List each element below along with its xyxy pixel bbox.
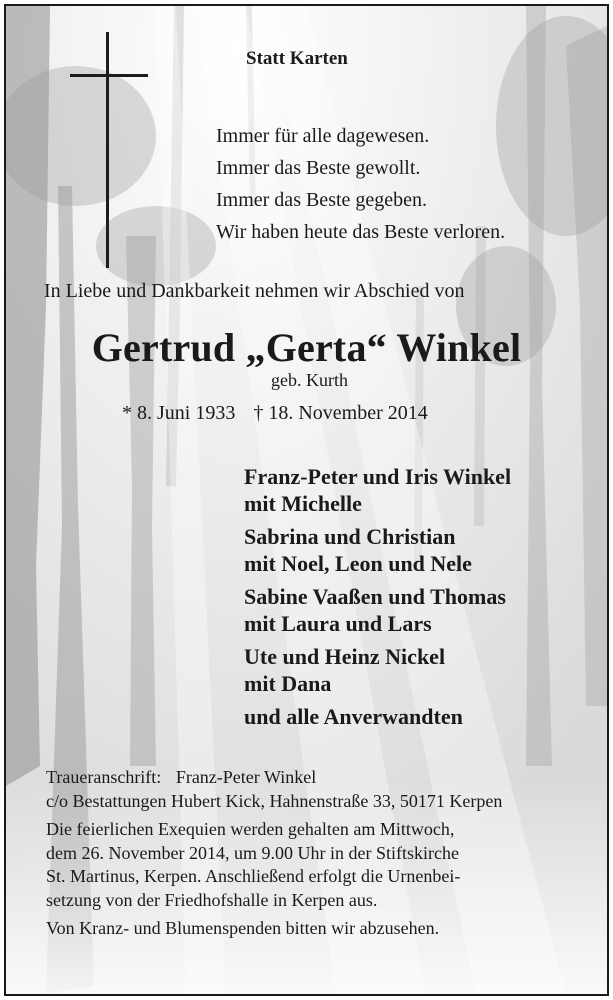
mourner-names: Ute und Heinz Nickel: [244, 644, 446, 669]
birth-date: * 8. Juni 1933: [122, 402, 236, 424]
death-date: † 18. November 2014: [253, 402, 428, 424]
mourner-group: [244, 584, 511, 637]
verse-line: Immer das Beste gegeben.: [216, 189, 428, 211]
flowers-note: Von Kranz- und Blumenspenden bitten wir abzusehen.: [46, 918, 440, 938]
deceased-name: Gertrud „Gerta“ Winkel: [91, 325, 522, 370]
memorial-verse: [216, 120, 505, 248]
mourner-group: [244, 524, 511, 577]
mourner-names: Franz-Peter und Iris Winkel: [244, 464, 512, 489]
service-line: St. Martinus, Kerpen. Anschließend erfolgt die Urnenbei-: [46, 866, 461, 886]
verse-line: Immer für alle dagewesen.: [216, 125, 430, 147]
address-line: c/o Bestattungen Hubert Kick, Hahnenstraße 33, 50171 Kerpen: [46, 790, 503, 811]
mourner-children: mit Dana: [244, 670, 332, 696]
service-line: Die feierlichen Exequien werden gehalten am Mittwoch,: [46, 819, 455, 839]
mourner-group: [244, 644, 511, 697]
address-label: Traueranschrift:: [46, 767, 162, 787]
mourner-names: Sabine Vaaßen und Thomas: [244, 584, 506, 609]
mourner-children: mit Noel, Leon und Nele: [244, 550, 472, 576]
service-line: dem 26. November 2014, um 9.00 Uhr in der Stiftskirche: [46, 842, 459, 863]
mourner-names: Sabrina und Christian: [244, 524, 456, 549]
birth-name: geb. Kurth: [271, 370, 348, 390]
statt-karten-heading: Statt Karten: [246, 48, 348, 69]
address-name: Franz-Peter Winkel: [175, 767, 317, 787]
obituary-card: [4, 4, 609, 996]
verse-line: Wir haben heute das Beste verloren.: [216, 221, 506, 243]
farewell-intro: In Liebe und Dankbarkeit nehmen wir Abschied von: [44, 280, 465, 302]
cross-icon-horizontal: [70, 74, 148, 77]
life-dates: [122, 402, 428, 425]
mourners-final-line: und alle Anverwandten: [244, 704, 463, 729]
service-line: setzung von der Friedhofshalle in Kerpen aus.: [46, 889, 378, 910]
mourner-children: mit Laura und Lars: [244, 610, 432, 636]
service-details: [46, 818, 502, 912]
verse-line: Immer das Beste gewollt.: [216, 157, 421, 179]
funeral-info: [46, 766, 502, 941]
mourners-list: [244, 464, 511, 731]
cross-icon-vertical: [106, 32, 109, 268]
mourning-address: [46, 766, 502, 790]
mourner-children: mit Michelle: [244, 490, 362, 516]
mourner-group: [244, 464, 511, 517]
